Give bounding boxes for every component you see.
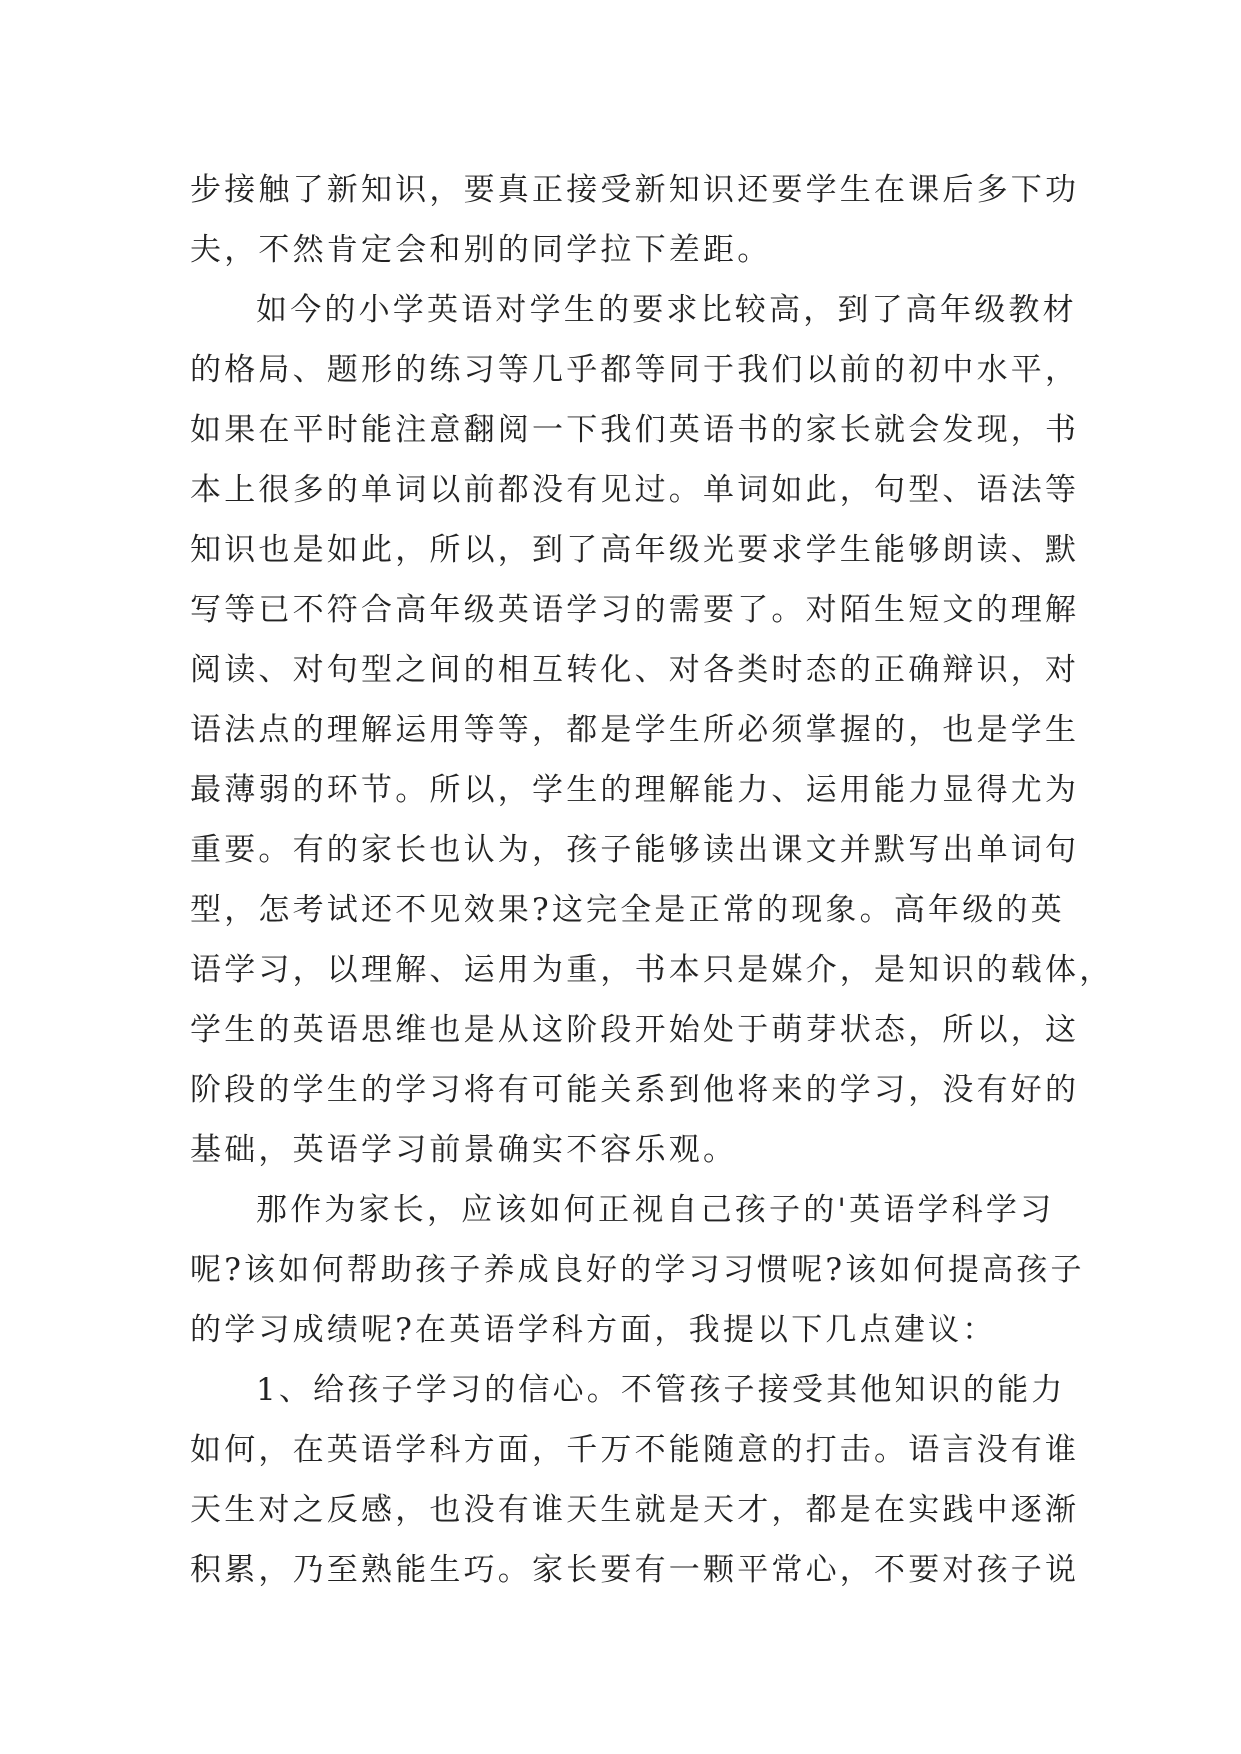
text-line: 的学习成绩呢?在英语学科方面，我提以下几点建议： <box>190 1312 997 1348</box>
text-line: 知识也是如此，所以，到了高年级光要求学生能够朗读、默 <box>190 532 1080 568</box>
text-line: 阅读、对句型之间的相互转化、对各类时态的正确辩识，对 <box>190 652 1080 688</box>
text-line: 步接触了新知识，要真正接受新知识还要学生在课后多下功 <box>190 172 1080 208</box>
text-line: 积累，乃至熟能生巧。家长要有一颗平常心，不要对孩子说 <box>190 1552 1080 1588</box>
paragraph-start-line: 如今的小学英语对学生的要求比较高，到了高年级教材 <box>256 292 1077 328</box>
text-line: 阶段的学生的学习将有可能关系到他将来的学习，没有好的 <box>190 1072 1080 1108</box>
text-line: 语法点的理解运用等等，都是学生所必须掌握的，也是学生 <box>190 712 1080 748</box>
text-line: 写等已不符合高年级英语学习的需要了。对陌生短文的理解 <box>190 592 1080 628</box>
text-line: 夫，不然肯定会和别的同学拉下差距。 <box>190 232 772 268</box>
text-line: 天生对之反感，也没有谁天生就是天才，都是在实践中逐渐 <box>190 1492 1080 1528</box>
text-line: 语学习，以理解、运用为重，书本只是媒介，是知识的载体， <box>190 952 1114 988</box>
text-line: 的格局、题形的练习等几乎都等同于我们以前的初中水平， <box>190 352 1080 388</box>
text-line: 型，怎考试还不见效果?这完全是正常的现象。高年级的英 <box>190 892 1065 928</box>
text-line: 基础，英语学习前景确实不容乐观。 <box>190 1132 738 1168</box>
document-body <box>190 160 1114 1600</box>
text-line: 重要。有的家长也认为，孩子能够读出课文并默写出单词句 <box>190 832 1080 868</box>
paragraph-start-line: 1、给孩子学习的信心。不管孩子接受其他知识的能力 <box>256 1372 1066 1408</box>
text-line: 呢?该如何帮助孩子养成良好的学习习惯呢?该如何提高孩子 <box>190 1252 1085 1288</box>
text-line: 学生的英语思维也是从这阶段开始处于萌芽状态，所以，这 <box>190 1012 1080 1048</box>
text-line: 本上很多的单词以前都没有见过。单词如此，句型、语法等 <box>190 472 1080 508</box>
text-line: 如果在平时能注意翻阅一下我们英语书的家长就会发现，书 <box>190 412 1080 448</box>
paragraph-start-line: 那作为家长，应该如何正视自己孩子的'英语学科学习 <box>256 1192 1055 1228</box>
text-line: 如何，在英语学科方面，千万不能随意的打击。语言没有谁 <box>190 1432 1080 1468</box>
text-line: 最薄弱的环节。所以，学生的理解能力、运用能力显得尤为 <box>190 772 1080 808</box>
